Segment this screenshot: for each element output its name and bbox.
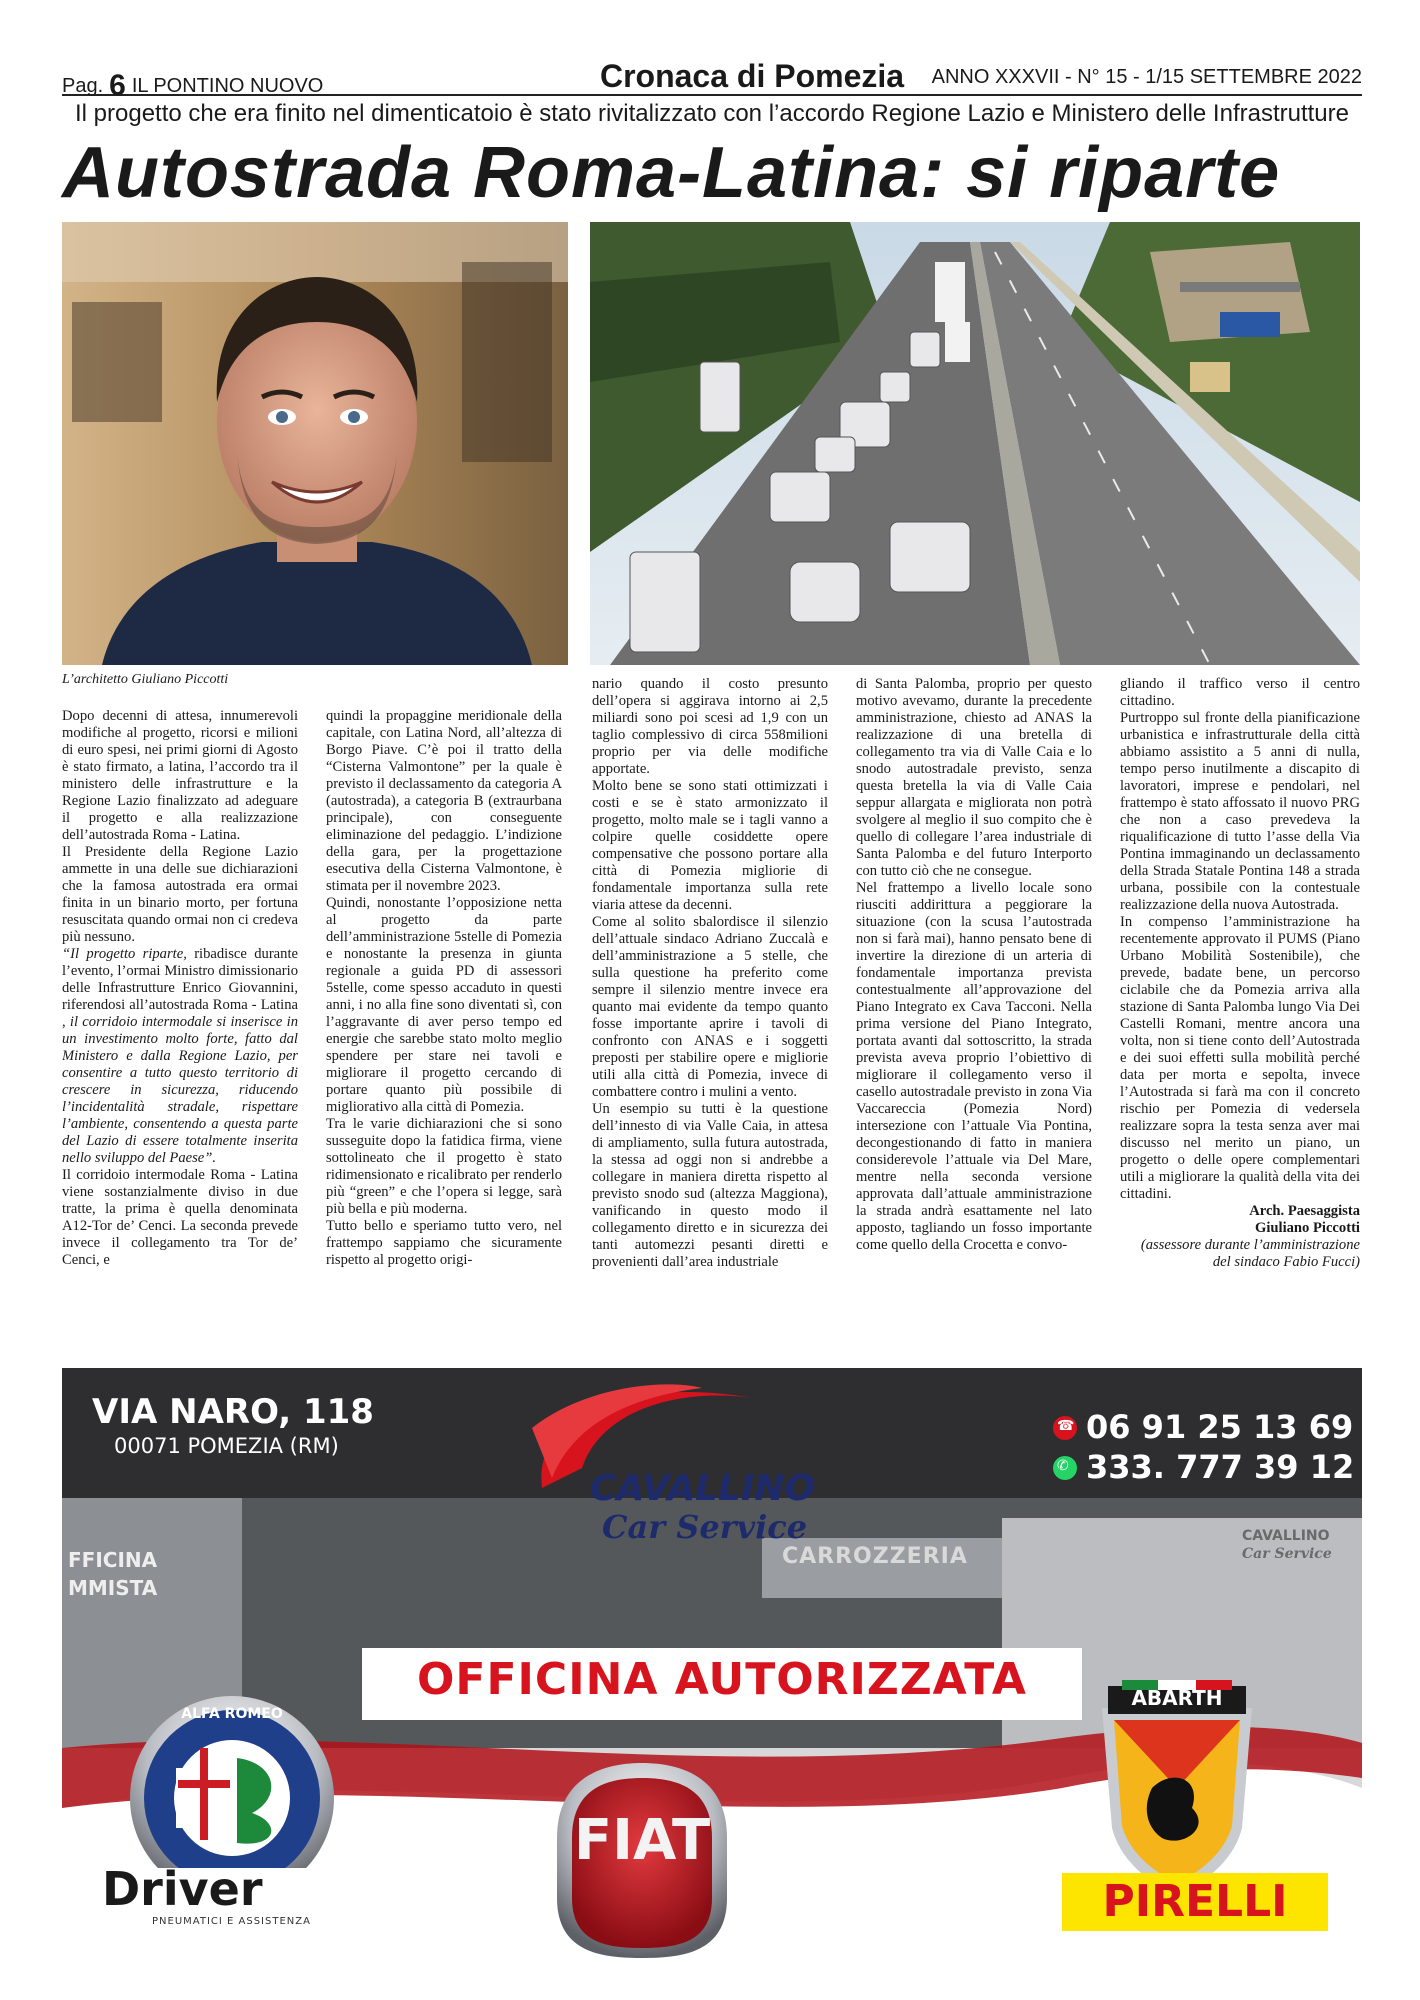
paragraph [62, 946, 298, 1167]
issue-info: ANNO XXXVII - N° 15 - 1/15 SETTEMBRE 2022 [931, 66, 1362, 88]
paragraph: Il Presidente della Regione Lazio ammette in una delle sue dichiarazioni che la famosa autostrada era ormai finita in un binario morto, per fortuna resuscitata quando ormai non ci credeva più nessuno. [62, 844, 298, 945]
paragraph-text: ribadisce durante l’evento, l’ormai Ministro dimissionario delle Infrastrutture Enrico Giovannini, riferendosi all’autostrada Roma - Latina , [62, 946, 298, 1030]
paragraph: Purtroppo sul fronte della pianificazione urbanistica e infrastrutturale della città abbiamo assistito a 5 anni di nulla, tempo perso inutilmente a discapito di lavoratori, imprese e pendolari, nel frattempo è stato affossato il nuovo PRG che non a caso prevedeva la riqualificazione di tutto l’asse della Via Pontina immaginando un declassamento della Strada Statale Pontina 148 a strada urbana, possibile con la contestuale realizzazione della nuova Autostrada. [1120, 710, 1360, 913]
abarth-logo-text: ABARTH [1131, 1686, 1223, 1710]
ad-bg-sign-car-service: Car Service [1242, 1546, 1332, 1562]
paragraph: Come al solito sbalordisce il silenzio dell’attuale sindaco Adriano Zuccalà e dell’amministrazione a 5 stelle, che sulla questione ha preferito come sempre il silenzio mentre invece era quanto mai evidente da tempo quanto fosse importante aprire i tavoli di confronto con ANAS e i soggetti preposti per stabilire opere e migliorie utili alla città di Pomezia, invece di combattere contro i mulini a vento. [592, 914, 828, 1100]
article-column-4 [856, 676, 1092, 1358]
paragraph: Un esempio su tutti è la questione dell’innesto di via Valle Caia, in attesa di ampliamento, sulla futura autostrada, la stessa ad oggi non si andrebbe a collegare in maniera diretta rispetto al previsto snodo sud (altezza Maggiona), vanificando in questo modo il collegamento diretto e in sicurezza dei tanti automezzi pesanti diretti e provenienti dall’area industriale [592, 1101, 828, 1270]
paragraph: gliando il traffico verso il centro cittadino. [1120, 676, 1360, 709]
ad-phone-whatsapp[interactable]: 333. 777 39 12 [1086, 1448, 1355, 1486]
paragraph: di Santa Palomba, proprio per questo motivo avevamo, durante la precedente amministrazione, chiesto ad ANAS la realizzazione di una bretella di collegamento tra via di Valle Caia e lo snodo autostradale previsto, senza questa bretella la via di Valle Caia seppur allargata e migliorata non potrà svolgere al meglio il suo compito che è quello di collegare l’area industriale di Santa Palomba e del futuro Interporto con tutto ciò che ne consegue. [856, 676, 1092, 879]
paragraph: Dopo decenni di attesa, innumerevoli modifiche al progetto, ricorsi e milioni di euro spesi, nei primi giorni di Agosto è stato firmato, a latina, l’accordo tra il ministero delle infrastrutture e la Regione Lazio finalizzato ad adeguare il progetto e alla realizzazione dell’autostrada Roma - Latina. [62, 708, 298, 843]
article-column-2 [326, 708, 562, 1358]
ad-banner: OFFICINA AUTORIZZATA [417, 1654, 1027, 1705]
ad-bg-sign-carrozzeria: CARROZZERIA [782, 1544, 968, 1569]
phone-icon: ☎ [1057, 1418, 1075, 1434]
signature-role: (assessore durante l’amministrazione del sindaco Fabio Fucci) [1140, 1237, 1360, 1270]
paragraph: quindi la propaggine meridionale della capitale, con Latina Nord, all’altezza di Borgo Piave. C’è poi il tratto della “Cisterna Valmontone” per la quale è previsto il declassamento da categoria A (autostrada), a categoria B (extraurbana principale), con conseguente eliminazione del pedaggio. L’indizione della gara, per la progettazione esecutiva della Cisterna Valmontone, è stimata per il novembre 2023. [326, 708, 562, 894]
brand-name: CAVALLINO [590, 1468, 816, 1509]
paragraph: Tutto bello e speriamo tutto vero, nel frattempo sappiamo che sicuramente rispetto al progetto origi- [326, 1218, 562, 1268]
paragraph: In compenso l’amministrazione ha recentemente approvato il PUMS (Piano Urbano Mobilità Sostenibile), che prevede, badate bene, un percorso ciclabile che da Pomezia arriva alla stazione di Santa Palomba lungo Via Dei Castelli Romani, mentre ancora una volta, non si tiene conto dell’Autostrada e dei suoi effetti sulla mobilità perché data per morta e sepolta, invece l’Autostrada si farà ma con il concreto rischio per Pomezia di vedersela realizzare sopra la testa senza aver mai discusso nel merito un piano, un progetto o delle opere complementari utili a migliorare la qualità della vita dei cittadini. [1120, 914, 1360, 1202]
driver-logo-text: Driver [102, 1862, 263, 1916]
quote: il corridoio intermodale si inserisce in un investimento molto forte, fatto dal Ministero e dalla Regione Lazio, per consentire a tutto questo territorio di crescere in sicurezza, riducendo l’incidentalità stradale, rispettare l’ambiente, consentendo a questa parte del Lazio di essere totalmente inserita nello sviluppo del Paese”. [62, 1014, 298, 1166]
ad-bg-sign-cavallino: CAVALLINO [1242, 1528, 1330, 1544]
advertisement[interactable] [62, 1368, 1362, 1958]
signature-title: Arch. Paesaggista [1249, 1203, 1360, 1219]
brand-tagline: Car Service [602, 1508, 808, 1546]
paragraph: nario quando il costo presunto dell’opera si aggirava intorno ai 2,5 miliardi sono poi scesi ad 1,9 con un taglio complessivo di circa 558milioni proprio per via delle modifiche apportate. [592, 676, 828, 777]
driver-logo-sub: PNEUMATICI E ASSISTENZA [152, 1916, 311, 1927]
quote: “Il progetto riparte, [62, 946, 187, 962]
article-headline: Autostrada Roma-Latina: si riparte [62, 133, 1281, 213]
page-number: 6 [109, 69, 126, 102]
whatsapp-icon: ✆ [1057, 1458, 1069, 1474]
section-title: Cronaca di Pomezia [599, 58, 905, 94]
photo-caption: L’architetto Giuliano Piccotti [62, 672, 229, 687]
paragraph: Molto bene se sono stati ottimizzati i costi e se è stato armonizzato il progetto, molto male se i tagli vanno a colpire quelle cosiddette opere compensative che possono portare alla città di Pomezia migliorie di fondamentale importanza sulla rete viaria attese da decenni. [592, 778, 828, 913]
ad-phone-landline[interactable]: 06 91 25 13 69 [1086, 1408, 1354, 1446]
alfa-romeo-logo-text: ALFA ROMEO [181, 1706, 283, 1722]
portrait-photo [62, 222, 568, 665]
paragraph: Il corridoio intermodale Roma - Latina viene sostanzialmente diviso in due tratte, la prima è quella denominata A12-Tor de’ Cenci. La seconda prevede invece il collegamento tra Tor de’ Cenci, e [62, 1167, 298, 1268]
page-header [62, 58, 1362, 102]
ad-bg-sign-officina: FFICINA [68, 1548, 158, 1572]
pirelli-logo-text: PIRELLI [1102, 1876, 1288, 1927]
paragraph: Nel frattempo a livello locale sono riusciti addirittura a peggiorare la situazione (con la scusa l’autostrada non si farà mai), hanno pensato bene di invertire la direzione di un arteria di fondamentale importanza prevista contestualmente all’approvazione del Piano Integrato ex Cava Tacconi. Nella prima versione del Piano Integrato, portata avanti dal sottoscritto, la strada prevista aveva proprio l’obiettivo di migliorare il collegamento verso il casello autostradale previsto in zona Via Vaccareccia (Pomezia Nord) intersezione con l’attuale Via Pontina, decongestionando di fatto in maniera considerevole l’attuale via Del Mare, mentre nella seconda versione approvata dall’attuale amministrazione la strada andrà esattamente nel lato apposto, tagliando un fosso importante come quello della Crocetta e convo- [856, 880, 1092, 1253]
page-number-block [62, 66, 323, 100]
newspaper-name: IL PONTINO NUOVO [131, 75, 324, 97]
highway-photo [590, 222, 1360, 665]
ad-city: 00071 POMEZIA (RM) [114, 1434, 339, 1458]
paragraph: Quindi, nonostante l’opposizione netta al progetto da parte dell’amministrazione 5stelle di Pomezia e nonostante la presenza in giunta regionale a guida PD di assessori 5stelle, come spesso accaduto in questi anni, i no alla fine sono diventati sì, con l’aggravante di aver perso tempo ed energie che sarebbe stato molto meglio spendere per stare nei tavoli e migliorare il progetto cercando di portare quanto più possibile di migliorativo alla città di Pomezia. [326, 895, 562, 1115]
article-column-3 [592, 676, 828, 1358]
page-label: Pag. [62, 75, 104, 97]
article-column-5 [1120, 676, 1360, 1358]
article-kicker: Il progetto che era finito nel dimenticatoio è stato rivitalizzato con l’accordo Regione Lazio e Ministero delle Infrastrutture [74, 100, 1349, 127]
ad-bg-sign-convenzionata: MMISTA [68, 1576, 158, 1600]
signature-name: Giuliano Piccotti [1255, 1220, 1360, 1236]
article-column-1 [62, 708, 298, 1358]
fiat-logo-text: FIAT [573, 1808, 711, 1873]
paragraph: Tra le varie dichiarazioni che si sono susseguite dopo la fatidica firma, viene sottolineato che il progetto è stato ridimensionato e ricalibrato per renderlo più “green” e che l’opera si legge, sarà più bella e più moderna. [326, 1116, 562, 1217]
ad-address: VIA NARO, 118 [92, 1392, 374, 1432]
